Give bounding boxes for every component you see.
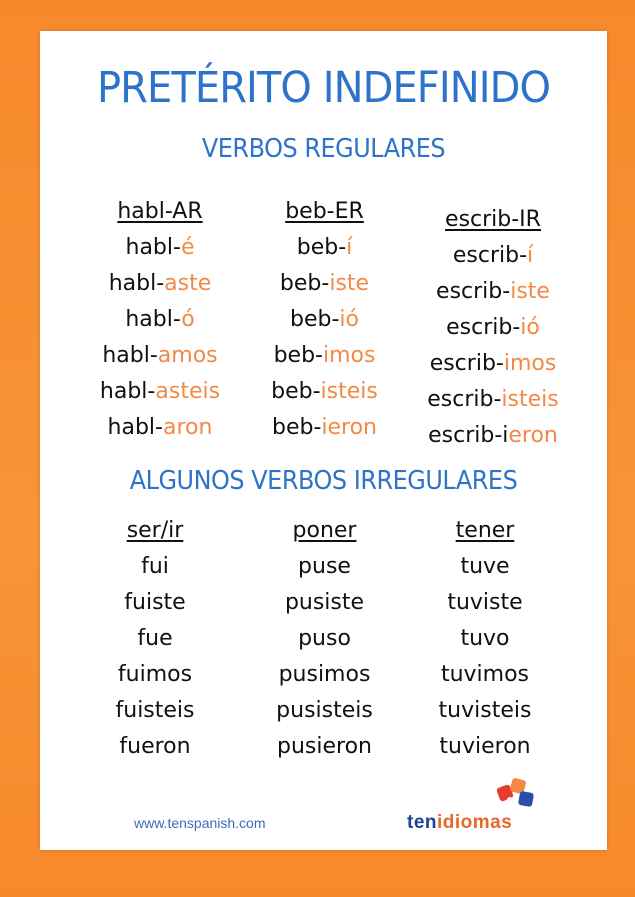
conjugation-row: beb-isteis <box>271 379 378 404</box>
conjugation-row: beb-í <box>296 235 353 260</box>
regular-column-er <box>262 194 387 446</box>
conjugation-row: tuvimos <box>440 662 530 687</box>
conjugation-row: fuisteis <box>115 698 195 723</box>
column-header: ser/ir <box>126 518 184 543</box>
conjugation-row: tuviste <box>447 590 523 615</box>
conjugation-row: escrib-ió <box>446 315 540 340</box>
irregular-verbs-heading: ALGUNOS VERBOS IRREGULARES <box>129 466 518 496</box>
puzzle-logo-icon <box>495 776 539 812</box>
column-header: escrib-IR <box>445 207 541 232</box>
conjugation-row: fuimos <box>117 662 193 687</box>
logo-text: tenidiomas <box>407 812 513 833</box>
conjugation-row: pusisteis <box>276 698 373 723</box>
irregular-column-poner <box>262 513 387 765</box>
conjugation-row: habl-asteis <box>99 379 221 404</box>
conjugation-row: habl-ó <box>125 307 195 332</box>
conjugation-row: escrib-imos <box>429 351 557 376</box>
conjugation-row: tuvo <box>460 626 510 651</box>
conjugation-row: beb-ió <box>290 307 359 332</box>
column-header: habl-AR <box>117 199 203 224</box>
conjugation-row: puse <box>298 554 351 579</box>
regular-verbs-heading: VERBOS REGULARES <box>201 134 446 164</box>
conjugation-row: escrib-iste <box>436 279 550 304</box>
conjugation-row: habl-aste <box>108 271 212 296</box>
conjugation-row: pusieron <box>277 734 372 759</box>
conjugation-row: tuvisteis <box>438 698 532 723</box>
page-title: PRETÉRITO INDEFINIDO <box>96 63 550 113</box>
conjugation-row: beb-iste <box>279 271 370 296</box>
conjugation-row: habl-amos <box>102 343 218 368</box>
conjugation-row: habl-aron <box>107 415 213 440</box>
conjugation-row: fueron <box>119 734 191 759</box>
column-header: beb-ER <box>285 199 364 224</box>
tenidiomas-logo <box>407 776 547 836</box>
conjugation-row: escrib-í <box>452 243 534 268</box>
conjugation-row: tuvieron <box>439 734 531 759</box>
regular-column-ar <box>95 194 225 446</box>
conjugation-row: beb-imos <box>273 343 376 368</box>
conjugation-row: beb-ieron <box>271 415 378 440</box>
column-header: poner <box>292 518 357 543</box>
column-header: tener <box>455 518 515 543</box>
conjugation-row: escrib-ieron <box>428 423 558 448</box>
website-link[interactable]: www.tenspanish.com <box>134 815 266 831</box>
conjugation-row: puso <box>298 626 351 651</box>
conjugation-row: fuiste <box>124 590 186 615</box>
worksheet <box>40 31 607 850</box>
conjugation-row: fue <box>137 626 173 651</box>
conjugation-row: pusimos <box>278 662 371 687</box>
conjugation-row: pusiste <box>284 590 365 615</box>
conjugation-row: fui <box>141 554 169 579</box>
conjugation-row: tuve <box>460 554 510 579</box>
conjugation-row: habl-é <box>125 235 195 260</box>
irregular-column-ser-ir <box>100 513 210 765</box>
regular-column-ir <box>418 202 568 454</box>
irregular-column-tener <box>424 513 546 765</box>
conjugation-row: escrib-isteis <box>427 387 559 412</box>
